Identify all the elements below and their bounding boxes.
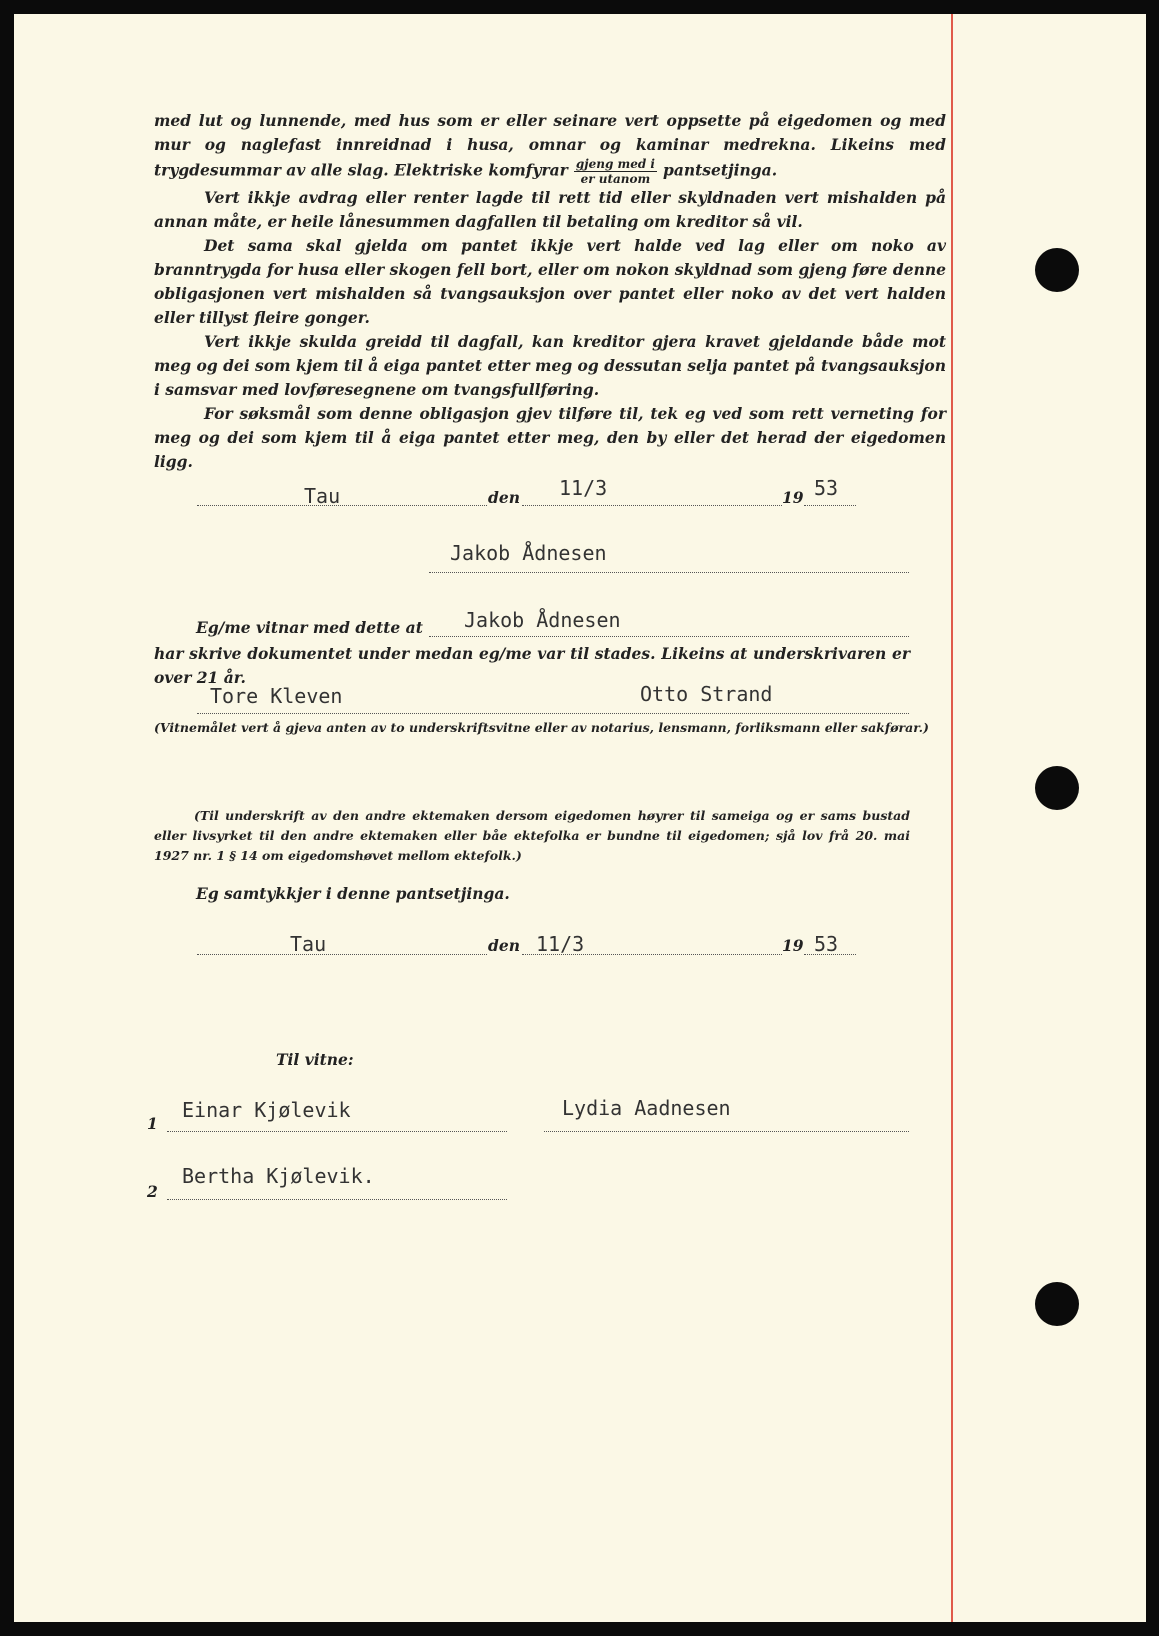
year-line xyxy=(804,505,856,506)
witness-signer-name: Jakob Ådnesen xyxy=(464,608,621,632)
document-page xyxy=(14,14,1146,1622)
body-text xyxy=(154,109,946,474)
paragraph-5: For søksmål som denne obligasjon gjev tilføre til, tek eg ved som rett verneting for meg og dei som kjem til å eiga pantet etter meg, den by eller det herad der eigedomen ligg. xyxy=(154,404,946,471)
spouse-witness-1: Einar Kjølevik xyxy=(182,1098,351,1122)
date-line xyxy=(522,505,782,506)
paragraph-2: Vert ikkje avdrag eller renter lagde til rett tid eller skyldnaden vert mishalden på annan måte, er heile lånesummen dagfallen til betaling om kreditor så vil. xyxy=(154,188,946,231)
year-prefix: 19 xyxy=(782,488,804,507)
paragraph-3: Det sama skal gjelda om pantet ikkje vert halde ved lag eller om noko av branntrygda for husa eller skogen fell bort, eller om nokon skyldnad som gjeng føre denne obligasjonen vert mishalden så tvangsauksjon over pantet eller noko av det vert halden eller tillyst fleire gonger. xyxy=(154,236,946,327)
place-line xyxy=(197,505,487,506)
paragraph-1-text: med lut og lunnende, med hus som er eller seinare vert oppsette på eigedomen og med mur og naglefast innreidnad i husa, omnar og kaminar medrekna. Likeins med trygdesummar av alle slag. Elektriske komfyrar xyxy=(154,111,946,180)
fraction xyxy=(574,157,657,186)
paragraph-4: Vert ikkje skulda greidd til dagfall, kan kreditor gjera kravet gjeldande både mot meg og dei som kjem til å eiga pantet etter meg og dessutan selja pantet på tvangsauksjon i samsvar med lovføresegnene om tvangsfullføring. xyxy=(154,332,946,399)
witness-number-1: 1 xyxy=(147,1114,158,1133)
witness-2-signature: Otto Strand xyxy=(640,682,773,706)
date-value: 11/3 xyxy=(559,476,608,500)
punch-hole xyxy=(1035,1282,1079,1326)
paragraph-1-end: pantsetjinga. xyxy=(662,160,778,180)
margin-line xyxy=(951,14,953,1622)
punch-hole xyxy=(1035,766,1079,810)
paragraph-1 xyxy=(154,109,946,186)
punch-hole xyxy=(1035,248,1079,292)
witness-number-2: 2 xyxy=(147,1182,158,1201)
spouse-consent: Eg samtykkjer i denne pantsetjinga. xyxy=(196,884,510,903)
witness-intro: Eg/me vitnar med dette at xyxy=(196,618,423,637)
date-value-2: 11/3 xyxy=(536,932,585,956)
place-value-2: Tau xyxy=(290,932,327,956)
den-label: den xyxy=(488,488,520,507)
witness-name-line xyxy=(429,636,909,637)
year-prefix-2: 19 xyxy=(782,936,804,955)
til-vitne-label: Til vitne: xyxy=(276,1050,354,1069)
year-value: 53 xyxy=(814,476,839,500)
witness-note: (Vitnemålet vert å gjeva anten av to underskriftsvitne eller av notarius, lensmann, forliksmann eller sakførar.) xyxy=(154,720,929,735)
fraction-bottom: er utanom xyxy=(580,172,651,186)
den-label-2: den xyxy=(488,936,520,955)
spouse-signature: Lydia Aadnesen xyxy=(562,1096,731,1120)
witness-text: har skrive dokumentet under medan eg/me var til stades. Likeins at underskrivaren er over 21 år. xyxy=(154,644,910,687)
spouse-witness-1-line xyxy=(167,1131,507,1132)
witness-1-signature: Tore Kleven xyxy=(210,684,343,708)
witness-line xyxy=(197,713,909,714)
spouse-note: (Til underskrift av den andre ektemaken dersom eigedomen høyrer til sameiga og er sams bustad eller livsyrket til den andre ektemaken eller båe ektefolka er bundne til eigedomen; sjå lov frå 20. mai 1927 nr. 1 § 14 om eigedomshøvet mellom ektefolk.) xyxy=(154,808,910,863)
spouse-witness-2-line xyxy=(167,1199,507,1200)
spouse-witness-2: Bertha Kjølevik. xyxy=(182,1164,375,1188)
spouse-signature-line xyxy=(544,1131,909,1132)
year-value-2: 53 xyxy=(814,932,839,956)
place-line-2 xyxy=(197,954,487,955)
signer-signature: Jakob Ådnesen xyxy=(450,541,607,565)
place-value: Tau xyxy=(304,484,341,508)
signature-line xyxy=(429,572,909,573)
fraction-top: gjeng med i xyxy=(575,157,655,171)
